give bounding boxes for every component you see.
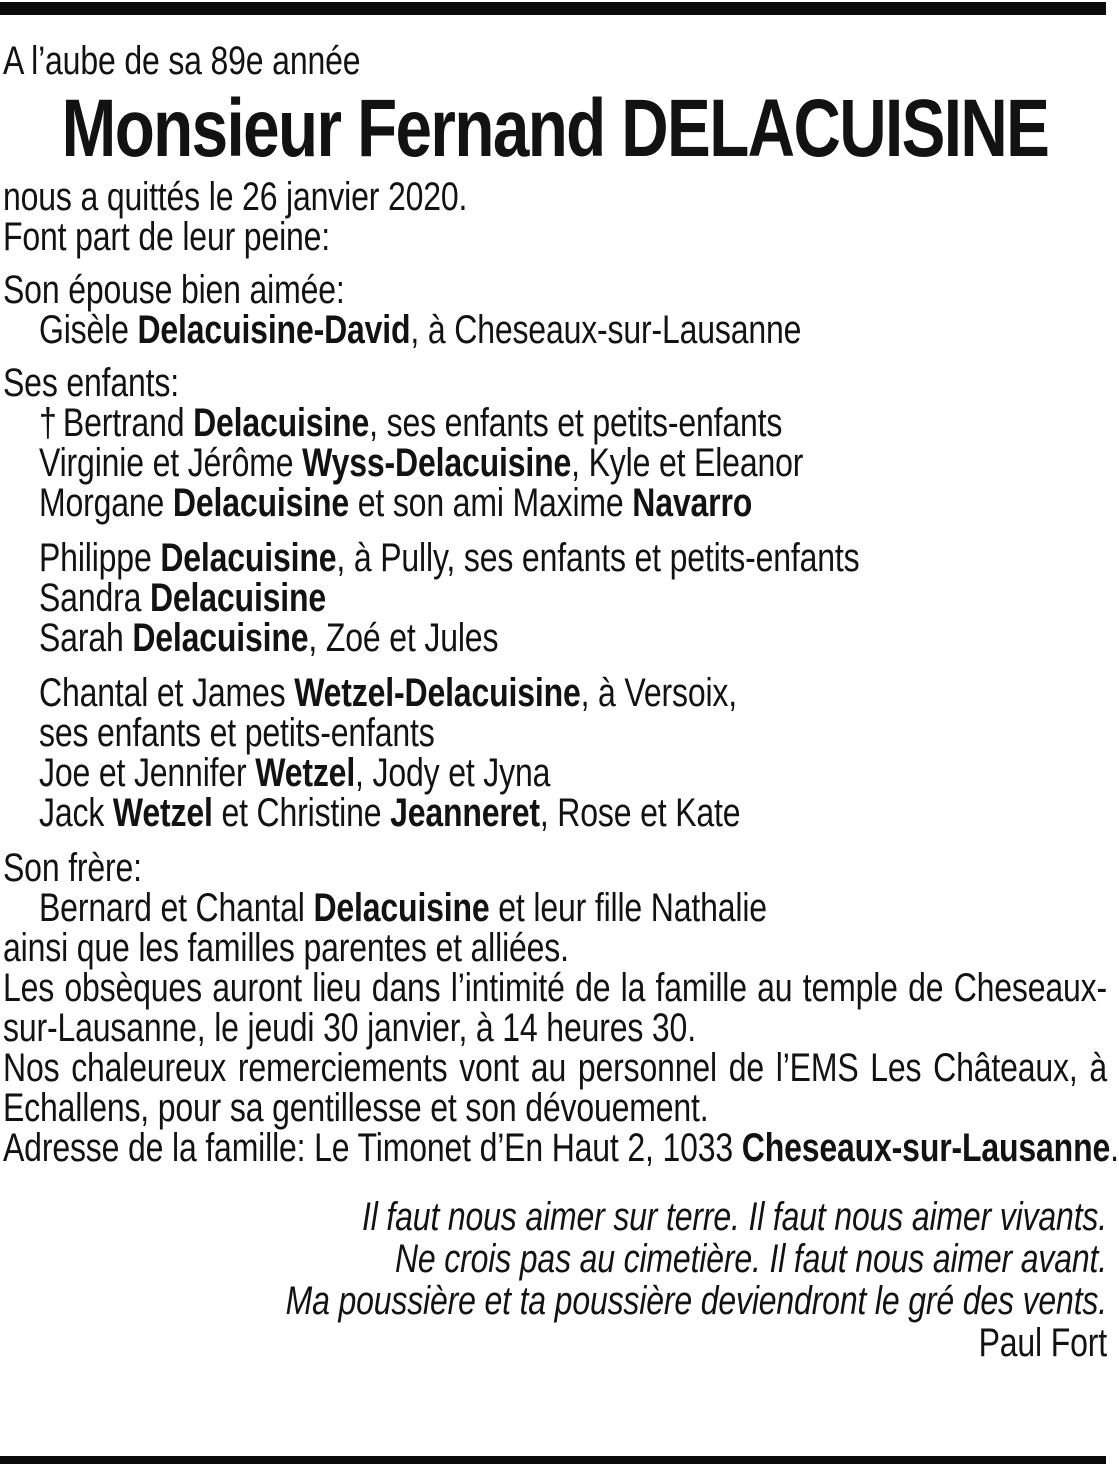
family-line [3,928,1107,968]
text-segment: Joe et Jennifer [39,751,256,795]
text-segment: et son ami Maxime [349,481,633,525]
family-line [3,673,1107,713]
surname-bold: Wyss-Delacuisine [302,441,572,485]
top-border-rule [0,2,1106,15]
funeral-paragraph: Les obsèques auront lieu dans l’intimité de la famille au temple de Cheseaux-sur-Lausanne, le jeudi 30 janvier, à 14 heures 30. [3,966,1107,1050]
family-line [3,538,1107,578]
family-block [3,848,1107,968]
text-segment: Virginie et Jérôme [39,441,303,485]
text-segment: , Rose et Kate [539,791,741,835]
family-line [3,713,1107,753]
surname-bold: Delacuisine [193,401,370,445]
text-segment: ainsi que les familles parentes et alliées. [3,926,569,970]
surname-bold: Delacuisine [172,481,350,525]
text-segment: † Bertrand [39,401,194,445]
text-segment: Morgane [39,481,173,525]
family-block [3,673,1107,833]
surname-bold: Delacuisine-David [137,308,411,352]
text-segment: Son épouse bien aimée: [3,268,345,312]
family-line [3,753,1107,793]
death-date-line: nous a quittés le 26 janvier 2020. [3,175,468,219]
text-segment: , à Pully, ses enfants et petits-enfants [336,536,860,580]
family-block [3,538,1107,658]
surname-bold: Delacuisine [160,536,337,580]
family-line [3,443,1107,483]
notice-content [3,39,1119,1365]
family-line [3,310,1107,350]
family-line [3,888,1107,928]
surname-bold: Wetzel-Delacuisine [294,671,581,715]
family-block [3,363,1107,523]
text-segment: ses enfants et petits-enfants [39,711,435,755]
text-segment: Sarah [39,616,133,660]
poem-author: Paul Fort [978,1321,1107,1365]
family-line [3,483,1107,523]
family-line [3,363,1107,403]
family-address-line [3,1126,1119,1170]
text-segment: Gisèle [39,308,138,352]
surname-bold: Delacuisine [132,616,309,660]
text-segment: Philippe [39,536,161,580]
text-segment: , ses enfants et petits-enfants [369,401,783,445]
surname-bold: Delacuisine [313,886,490,930]
text-segment: Bernard et Chantal [39,886,314,930]
family-line [3,618,1107,658]
surname-bold: Cheseaux-sur-Lausanne [741,1126,1111,1170]
text-segment: Sandra [39,576,150,620]
text-segment: , Zoé et Jules [308,616,499,660]
surname-bold: Delacuisine [149,576,327,620]
family-section [3,270,1107,968]
text-segment: . [1110,1126,1119,1170]
poem-line-2: Ne crois pas au cimetière. Il faut nous aimer avant. [394,1237,1107,1281]
surname-bold: Wetzel [255,751,356,795]
text-segment: , à Versoix, [580,671,737,715]
memorial-poem [3,1196,1107,1364]
text-segment: Jack [39,791,113,835]
surname-bold: Wetzel [112,791,213,835]
text-segment: , Jody et Jyna [355,751,551,795]
poem-line-3: Ma poussière et ta poussière deviendront le gré des vents. [285,1279,1107,1323]
surname-bold: Jeanneret [390,791,540,835]
family-line [3,270,1107,310]
text-segment: et Christine [212,791,391,835]
text-segment: , à Cheseaux-sur-Lausanne [410,308,802,352]
text-segment: et leur fille Nathalie [489,886,767,930]
family-line [3,403,1107,443]
text-segment: Son frère: [3,846,142,890]
surname-bold: Navarro [632,481,753,525]
poem-line-1: Il faut nous aimer sur terre. Il faut nous aimer vivants. [362,1195,1107,1239]
announcement-line: Font part de leur peine: [3,215,331,259]
bottom-border-rule [0,1456,1106,1464]
deceased-name-title: Monsieur Fernand DELACUISINE [61,83,1049,174]
text-segment: , Kyle et Eleanor [571,441,804,485]
thanks-paragraph: Nos chaleureux remerciements vont au personnel de l’EMS Les Châteaux, à Echallens, pour sa gentillesse et son dévouement. [3,1046,1107,1130]
family-block [3,270,1107,350]
intro-line: A l’aube de sa 89e année [3,39,361,83]
text-segment: Adresse de la famille: Le Timonet d’En Haut 2, 1033 [3,1126,742,1170]
text-segment: Ses enfants: [3,361,179,405]
text-segment: Chantal et James [39,671,295,715]
family-line [3,793,1107,833]
family-line [3,578,1107,618]
family-line [3,848,1107,888]
